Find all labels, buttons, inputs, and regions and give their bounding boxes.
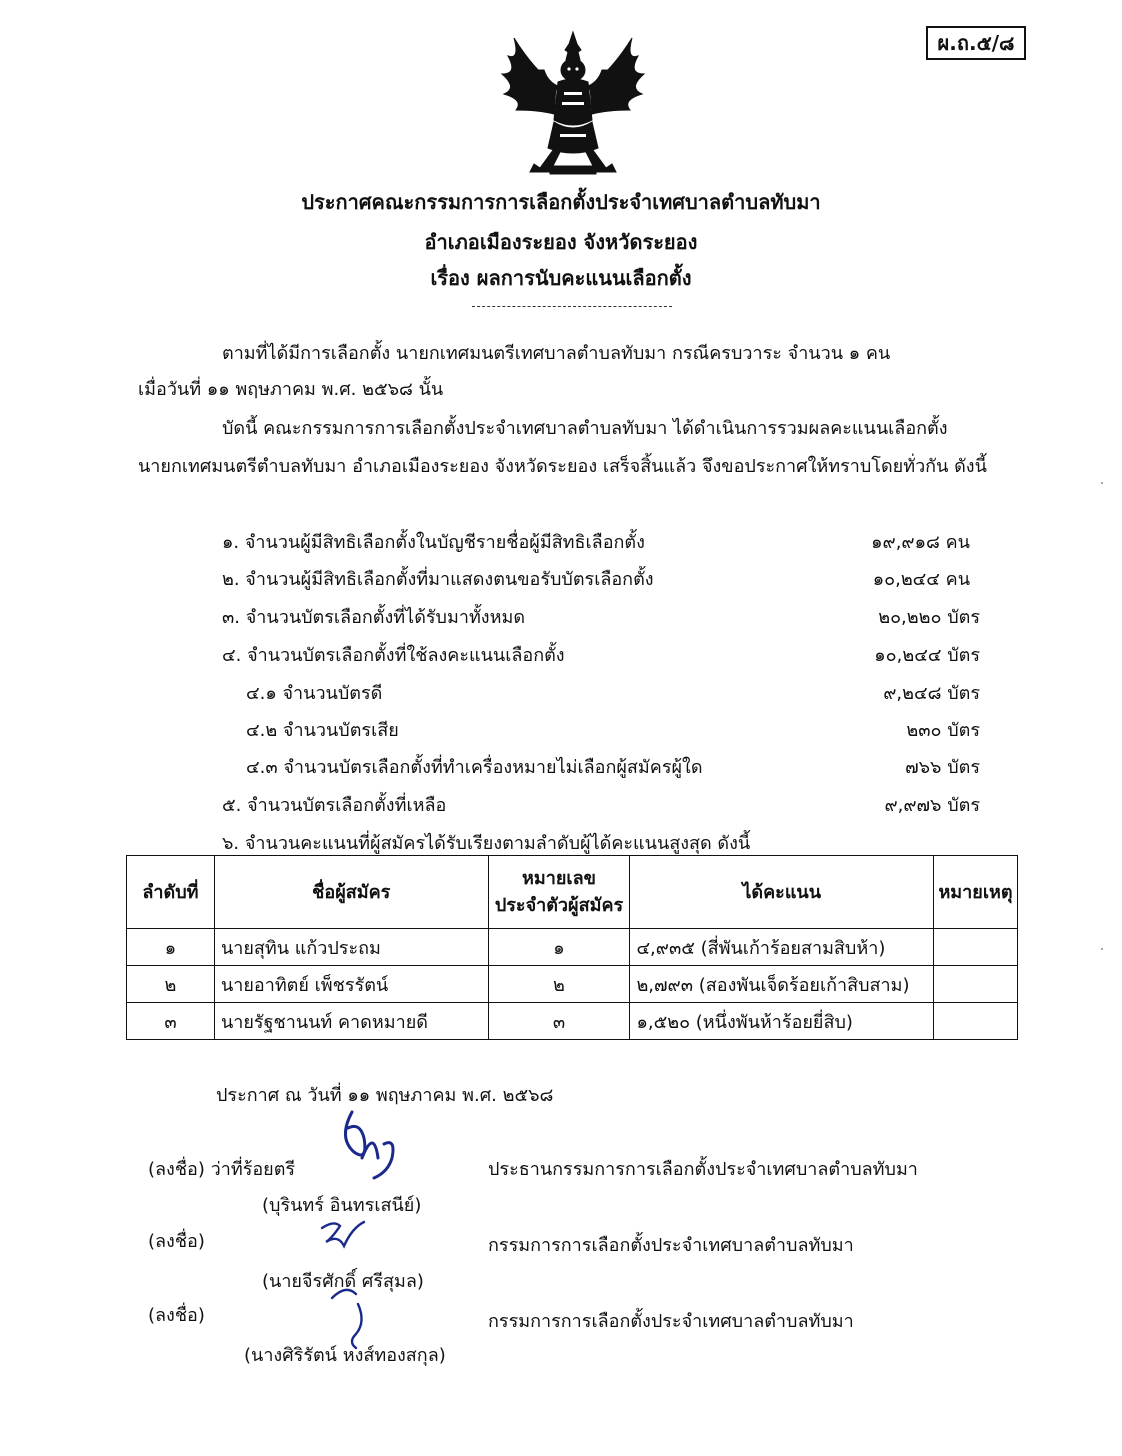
- signature-name: (นางศิริรัตน์ หงส์ทองสกุล): [244, 1345, 446, 1366]
- cell-number: ๒: [488, 966, 630, 1003]
- intro-p2-line1: บัดนี้ คณะกรรมการการเลือกตั้งประจำเทศบาลตำบลทับมา ได้ดำเนินการรวมผลคะแนนเลือกตั้ง: [222, 418, 948, 439]
- header-subject: เรื่อง ผลการนับคะแนนเลือกตั้ง: [430, 266, 692, 290]
- item-label: ๔.๒ จำนวนบัตรเสีย: [246, 720, 399, 741]
- item-label: ๑. จำนวนผู้มีสิทธิเลือกตั้งในบัญชีรายชื่อผู้มีสิทธิเลือกตั้ง: [222, 532, 645, 553]
- item-label: ๓. จำนวนบัตรเลือกตั้งที่ได้รับมาทั้งหมด: [222, 607, 526, 628]
- announce-date: ประกาศ ณ วันที่ ๑๑ พฤษภาคม พ.ศ. ๒๕๖๘: [216, 1085, 554, 1106]
- col-header-number: [488, 856, 630, 929]
- col-header-number-line1: หมายเลข: [522, 868, 596, 889]
- table-row: [127, 929, 1018, 966]
- cell-rank: ๑: [127, 929, 215, 966]
- intro-p1-line1: ตามที่ได้มีการเลือกตั้ง นายกเทศมนตรีเทศบาลตำบลทับมา กรณีครบวาระ จำนวน ๑ คน: [222, 343, 891, 364]
- item-label: ๔.๓ จำนวนบัตรเลือกตั้งที่ทำเครื่องหมายไม่เลือกผู้สมัครผู้ใด: [246, 757, 703, 778]
- form-code-box: [926, 26, 1026, 60]
- handwritten-signature-1: [334, 1108, 414, 1184]
- table-header-row: [127, 856, 1018, 929]
- item-value: ๑๐,๒๔๔ คน: [872, 569, 970, 590]
- table-row: [127, 1003, 1018, 1040]
- item-label: ๔. จำนวนบัตรเลือกตั้งที่ใช้ลงคะแนนเลือกตั้ง: [222, 645, 565, 666]
- cell-score: ๑,๕๒๐ (หนึ่งพันห้าร้อยยี่สิบ): [630, 1003, 934, 1040]
- cell-rank: ๓: [127, 1003, 215, 1040]
- cell-remark: [933, 929, 1017, 966]
- col-header-score: ได้คะแนน: [630, 856, 934, 929]
- col-header-remark: หมายเหตุ: [933, 856, 1017, 929]
- signature-name: (นายจีรศักดิ์ ศรีสุมล): [262, 1271, 424, 1292]
- edge-mark: [1101, 482, 1103, 484]
- signature-prefix: (ลงชื่อ): [148, 1231, 205, 1252]
- col-header-name: ชื่อผู้สมัคร: [214, 856, 488, 929]
- cell-score: ๒,๗๙๓ (สองพันเจ็ดร้อยเก้าสิบสาม): [630, 966, 934, 1003]
- item-value: ๙,๒๔๘ บัตร: [883, 683, 980, 704]
- cell-rank: ๒: [127, 966, 215, 1003]
- item-label: ๔.๑ จำนวนบัตรดี: [246, 683, 383, 704]
- header-line-1: ประกาศคณะกรรมการการเลือกตั้งประจำเทศบาลตำบลทับมา: [301, 190, 821, 214]
- intro-p1-line2: เมื่อวันที่ ๑๑ พฤษภาคม พ.ศ. ๒๕๖๘ นั้น: [138, 379, 444, 400]
- cell-remark: [933, 966, 1017, 1003]
- item-value: ๙,๙๗๖ บัตร: [884, 795, 980, 816]
- cell-number: ๓: [488, 1003, 630, 1040]
- header-divider: [472, 306, 672, 307]
- cell-name: นายสุทิน แก้วประถม: [214, 929, 488, 966]
- col-header-number-line2: ประจำตัวผู้สมัคร: [494, 895, 624, 916]
- signature-position: กรรมการการเลือกตั้งประจำเทศบาลตำบลทับมา: [488, 1235, 854, 1256]
- cell-name: นายรัฐชานนท์ คาดหมายดี: [214, 1003, 488, 1040]
- item-value: ๒๐,๒๒๐ บัตร: [878, 607, 980, 628]
- cell-number: ๑: [488, 929, 630, 966]
- intro-p2-line2: นายกเทศมนตรีตำบลทับมา อำเภอเมืองระยอง จังหวัดระยอง เสร็จสิ้นแล้ว จึงขอประกาศให้ทราบโดยทั่วกัน ดังนี้: [138, 456, 987, 477]
- item-value: ๒๓๐ บัตร: [906, 720, 980, 741]
- results-table: [126, 855, 1018, 1040]
- cell-remark: [933, 1003, 1017, 1040]
- edge-mark: [1101, 948, 1103, 950]
- item-label: ๕. จำนวนบัตรเลือกตั้งที่เหลือ: [222, 795, 447, 816]
- cell-name: นายอาทิตย์ เพ็ชรรัตน์: [214, 966, 488, 1003]
- signature-prefix: (ลงชื่อ) ว่าที่ร้อยตรี: [148, 1159, 296, 1180]
- cell-score: ๔,๙๓๕ (สี่พันเก้าร้อยสามสิบห้า): [630, 929, 934, 966]
- col-header-rank: ลำดับที่: [127, 856, 215, 929]
- form-code: ผ.ถ.๕/๘: [937, 31, 1015, 55]
- item-6-label: ๖. จำนวนคะแนนที่ผู้สมัครได้รับเรียงตามลำดับผู้ได้คะแนนสูงสุด ดังนี้: [222, 833, 751, 854]
- signature-name: (บุรินทร์ อินทรเสนีย์): [262, 1195, 422, 1216]
- item-label: ๒. จำนวนผู้มีสิทธิเลือกตั้งที่มาแสดงตนขอรับบัตรเลือกตั้ง: [222, 569, 654, 590]
- header-line-2: อำเภอเมืองระยอง จังหวัดระยอง: [424, 230, 698, 254]
- signature-prefix: (ลงชื่อ): [148, 1305, 205, 1326]
- signature-position: กรรมการการเลือกตั้งประจำเทศบาลตำบลทับมา: [488, 1311, 854, 1332]
- table-row: [127, 966, 1018, 1003]
- item-value: ๑๙,๙๑๘ คน: [871, 532, 970, 553]
- item-value: ๑๐,๒๔๔ บัตร: [874, 645, 980, 666]
- garuda-emblem-icon: [494, 30, 652, 180]
- signature-position: ประธานกรรมการการเลือกตั้งประจำเทศบาลตำบลทับมา: [488, 1159, 918, 1180]
- handwritten-signature-2: [318, 1218, 368, 1258]
- item-value: ๗๖๖ บัตร: [905, 757, 980, 778]
